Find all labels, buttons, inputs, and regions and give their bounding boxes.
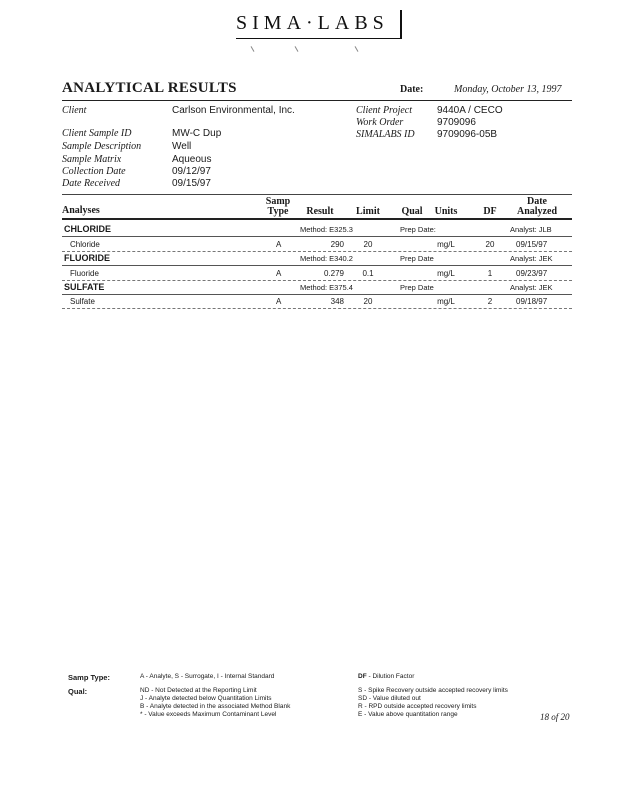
group-name: CHLORIDE	[64, 224, 111, 234]
legend-df-label: DF	[358, 673, 367, 680]
col-df: DF	[483, 206, 497, 217]
simalabs-id-value: 9709096-05B	[437, 129, 498, 140]
legend-samp-type-text: A - Analyte, S - Surrogate, I - Internal Standard	[140, 673, 275, 680]
col-limit: Limit	[356, 206, 380, 217]
client-project-label: Client Project	[356, 105, 413, 116]
client-project-value: 9440A / CECO	[437, 105, 503, 116]
row-date-analyzed: 09/15/97	[516, 240, 548, 249]
header-rule	[62, 100, 572, 101]
client-label: Client	[62, 105, 87, 116]
logo-underline	[236, 38, 402, 39]
row-analyte: Chloride	[70, 240, 100, 249]
logo-mark	[251, 46, 255, 52]
group-prep-date: Prep Date:	[400, 225, 436, 234]
page-title: ANALYTICAL RESULTS	[62, 80, 237, 96]
col-qual: Qual	[401, 206, 423, 217]
group-name: FLUORIDE	[64, 253, 110, 263]
row-result: 348	[330, 297, 344, 306]
row-samp-type: A	[276, 297, 282, 306]
group-analyst: Analyst: JEK	[510, 283, 553, 292]
legend-samp-type-label: Samp Type:	[68, 673, 110, 682]
table-top-rule	[62, 194, 572, 195]
group-rule	[62, 265, 572, 266]
page-number: 18 of 20	[540, 712, 570, 722]
col-samp-type-bottom: Type	[267, 206, 289, 217]
date-label: Date:	[400, 84, 424, 95]
legend-qual-item: E - Value above quantitation range	[358, 711, 458, 718]
group-rule	[62, 294, 572, 295]
group-prep-date: Prep Date	[400, 254, 434, 263]
group-rule	[62, 236, 572, 237]
date-received-label: Date Received	[62, 178, 121, 189]
col-date-analyzed-top: Date	[527, 196, 547, 207]
client-sample-id-label: Client Sample ID	[62, 128, 132, 139]
row-units: mg/L	[437, 297, 455, 306]
row-df: 2	[487, 297, 493, 306]
row-date-analyzed: 09/18/97	[516, 297, 548, 306]
work-order-value: 9709096	[437, 117, 476, 128]
group-method: Method: E375.4	[300, 283, 353, 292]
group-analyst: Analyst: JEK	[510, 254, 553, 263]
row-samp-type: A	[276, 240, 282, 249]
client-value: Carlson Environmental, Inc.	[172, 105, 295, 116]
row-result: 0.279	[323, 269, 344, 278]
client-sample-id-value: MW-C Dup	[172, 128, 222, 139]
legend-qual-item: S - Spike Recovery outside accepted recovery limits	[358, 687, 508, 694]
col-units: Units	[434, 206, 458, 217]
collection-date-value: 09/12/97	[172, 166, 211, 177]
logo-mark	[355, 46, 359, 52]
legend-qual-label: Qual:	[68, 687, 88, 696]
col-result: Result	[306, 206, 334, 217]
row-result: 290	[330, 240, 344, 249]
collection-date-label: Collection Date	[62, 166, 126, 177]
logo-bar	[400, 10, 402, 38]
sample-description-value: Well	[172, 141, 192, 152]
row-df: 20	[485, 240, 495, 249]
row-rule	[62, 280, 572, 281]
work-order-label: Work Order	[356, 117, 404, 128]
group-analyst: Analyst: JLB	[510, 225, 552, 234]
company-logo: SIMA·LABS	[236, 12, 389, 34]
date-received-value: 09/15/97	[172, 178, 211, 189]
legend-qual-item: J - Analyte detected below Quantitation Limits	[140, 695, 272, 702]
sample-description-label: Sample Description	[62, 141, 142, 152]
legend-qual-item: B - Analyte detected in the associated Method Blank	[140, 703, 291, 710]
logo-mark	[295, 46, 299, 52]
group-method: Method: E340.2	[300, 254, 353, 263]
row-units: mg/L	[437, 269, 455, 278]
col-analyses: Analyses	[62, 205, 100, 216]
col-date-analyzed-bottom: Analyzed	[517, 206, 557, 217]
row-rule	[62, 308, 572, 309]
row-limit: 0.1	[362, 269, 374, 278]
group-method: Method: E325.3	[300, 225, 353, 234]
legend-df-text: - Dilution Factor	[366, 673, 415, 680]
row-units: mg/L	[437, 240, 455, 249]
sample-matrix-label: Sample Matrix	[62, 154, 122, 165]
date-value: Monday, October 13, 1997	[454, 84, 562, 95]
row-df: 1	[487, 269, 493, 278]
legend-qual-item: SD - Value diluted out	[358, 695, 421, 702]
group-name: SULFATE	[64, 282, 105, 292]
table-header-rule	[62, 218, 572, 220]
row-samp-type: A	[276, 269, 282, 278]
row-analyte: Fluoride	[70, 269, 99, 278]
row-limit: 20	[363, 240, 373, 249]
row-rule	[62, 251, 572, 252]
simalabs-id-label: SIMALABS ID	[356, 129, 415, 140]
legend-qual-item: ND - Not Detected at the Reporting Limit	[140, 687, 257, 694]
legend-df	[358, 673, 414, 681]
sample-matrix-value: Aqueous	[172, 154, 212, 165]
row-date-analyzed: 09/23/97	[516, 269, 548, 278]
legend-qual-item: R - RPD outside accepted recovery limits	[358, 703, 477, 710]
row-limit: 20	[363, 297, 373, 306]
col-samp-type-top: Samp	[265, 196, 291, 207]
legend-qual-item: * - Value exceeds Maximum Contaminant Level	[140, 711, 277, 718]
row-analyte: Sulfate	[70, 297, 95, 306]
group-prep-date: Prep Date	[400, 283, 434, 292]
